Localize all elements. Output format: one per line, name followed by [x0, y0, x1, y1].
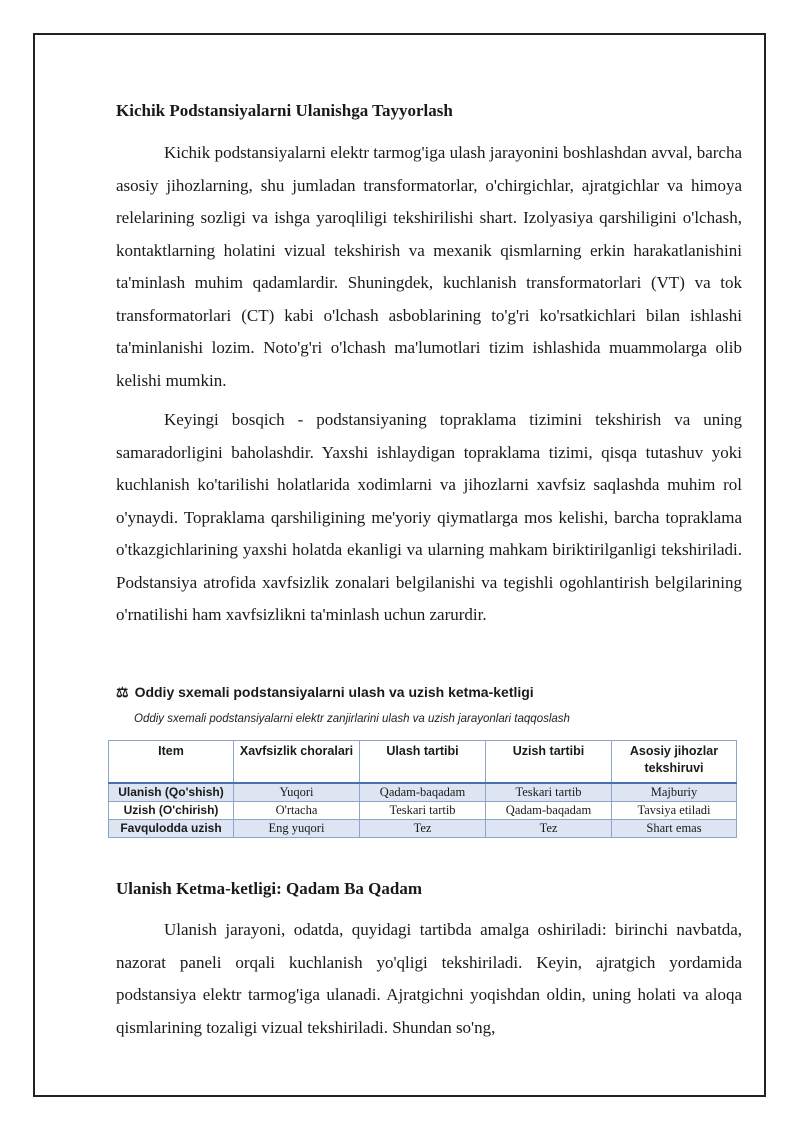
header-safety: Xavfsizlik choralari	[234, 741, 360, 784]
balance-scale-icon: ⚖	[116, 684, 129, 700]
section-heading-sequence: Ulanish Ketma-ketligi: Qadam Ba Qadam	[116, 879, 423, 898]
section-heading-preparation: Kichik Podstansiyalarni Ulanishga Tayyorlash	[116, 101, 453, 120]
comparison-table	[108, 740, 737, 838]
table-cell: Qadam-baqadam	[486, 802, 612, 820]
table-cell: Eng yuqori	[234, 820, 360, 838]
paragraph-connection-sequence: Ulanish jarayoni, odatda, quyidagi tartibda amalga oshiriladi: birinchi navbatda, nazorat paneli orqali kuchlanish yo'qligi tekshiriladi. Keyin, ajratgich yordamida podstansiya elektr tarmog'iga ulanadi. Ajratgichni yoqishdan oldin, uning holati va aloqa qismlarining tozaligi vizual tekshiriladi. Shundan so'ng,	[116, 920, 742, 1037]
paragraph-grounding-check: Keyingi bosqich - podstansiyaning topraklama tizimini tekshirish va uning samaradorligini baholashdir. Yaxshi ishlaydigan topraklama tizimi, qisqa tutashuv yoki kuchlanish ko'tarilishi holatlarida xodimlarni va jihozlarni xavfsiz saqlashda muhim rol o'ynaydi. Topraklama qarshiligining me'yoriy qiymatlarga mos kelishi, barcha topraklama o'tkazgichlarining yaxshi holatda ekanligi va ularning mahkam biriktirilganligi tekshiriladi. Podstansiya atrofida xavfsizlik zonalari belgilanishi va tegishli ogohlantirish belgilarining o'rnatilishi ham xavfsizlikni ta'minlash uchun zarurdir.	[116, 410, 742, 624]
table-cell: Tez	[486, 820, 612, 838]
table-cell: Ulanish (Qo'shish)	[109, 783, 234, 802]
header-item: Item	[109, 741, 234, 784]
header-equipment-check: Asosiy jihozlar tekshiruvi	[612, 741, 737, 784]
table-cell: Majburiy	[612, 783, 737, 802]
header-connect-order: Ulash tartibi	[360, 741, 486, 784]
paragraph-equipment-check: Kichik podstansiyalarni elektr tarmog'iga ulash jarayonini boshlashdan avval, barcha asosiy jihozlarning, shu jumladan transformatorlar, o'chirgichlar, ajratgichlar va himoya relelarining sozligi va ishga yaroqliligi tekshirilishi shart. Izolyasiya qarshiligini o'lchash, kontaktlarning holatini vizual tekshirish va mexanik qismlarning erkin harakatlanishini ta'minlash muhim qadamlardir. Shuningdek, kuchlanish transformatorlari (VT) va tok transformatorlari (CT) kabi o'lchash asboblarining to'g'ri ko'rsatkichlari bilan ishlashi ta'minlanishi lozim. Noto'g'ri o'lchash ma'lumotlari tizim ishlashida muammolarga olib kelishi mumkin.	[116, 143, 742, 390]
table-cell: Teskari tartib	[360, 802, 486, 820]
table-cell: Yuqori	[234, 783, 360, 802]
table-cell: Teskari tartib	[486, 783, 612, 802]
table-row	[109, 820, 737, 838]
table-cell: Tez	[360, 820, 486, 838]
table-cell: Tavsiya etiladi	[612, 802, 737, 820]
table-cell: Qadam-baqadam	[360, 783, 486, 802]
table-row	[109, 802, 737, 820]
table-cell: Favqulodda uzish	[109, 820, 234, 838]
table-title-text: Oddiy sxemali podstansiyalarni ulash va uzish ketma-ketligi	[134, 684, 534, 700]
table-row	[109, 783, 737, 802]
table-header-row	[109, 741, 737, 784]
table-cell: O'rtacha	[234, 802, 360, 820]
table-cell: Shart emas	[612, 820, 737, 838]
table-title	[116, 684, 534, 701]
table-caption: Oddiy sxemali podstansiyalarni elektr zanjirlarini ulash va uzish jarayonlari taqqoslash	[134, 713, 570, 725]
table-cell: Uzish (O'chirish)	[109, 802, 234, 820]
header-disconnect-order: Uzish tartibi	[486, 741, 612, 784]
